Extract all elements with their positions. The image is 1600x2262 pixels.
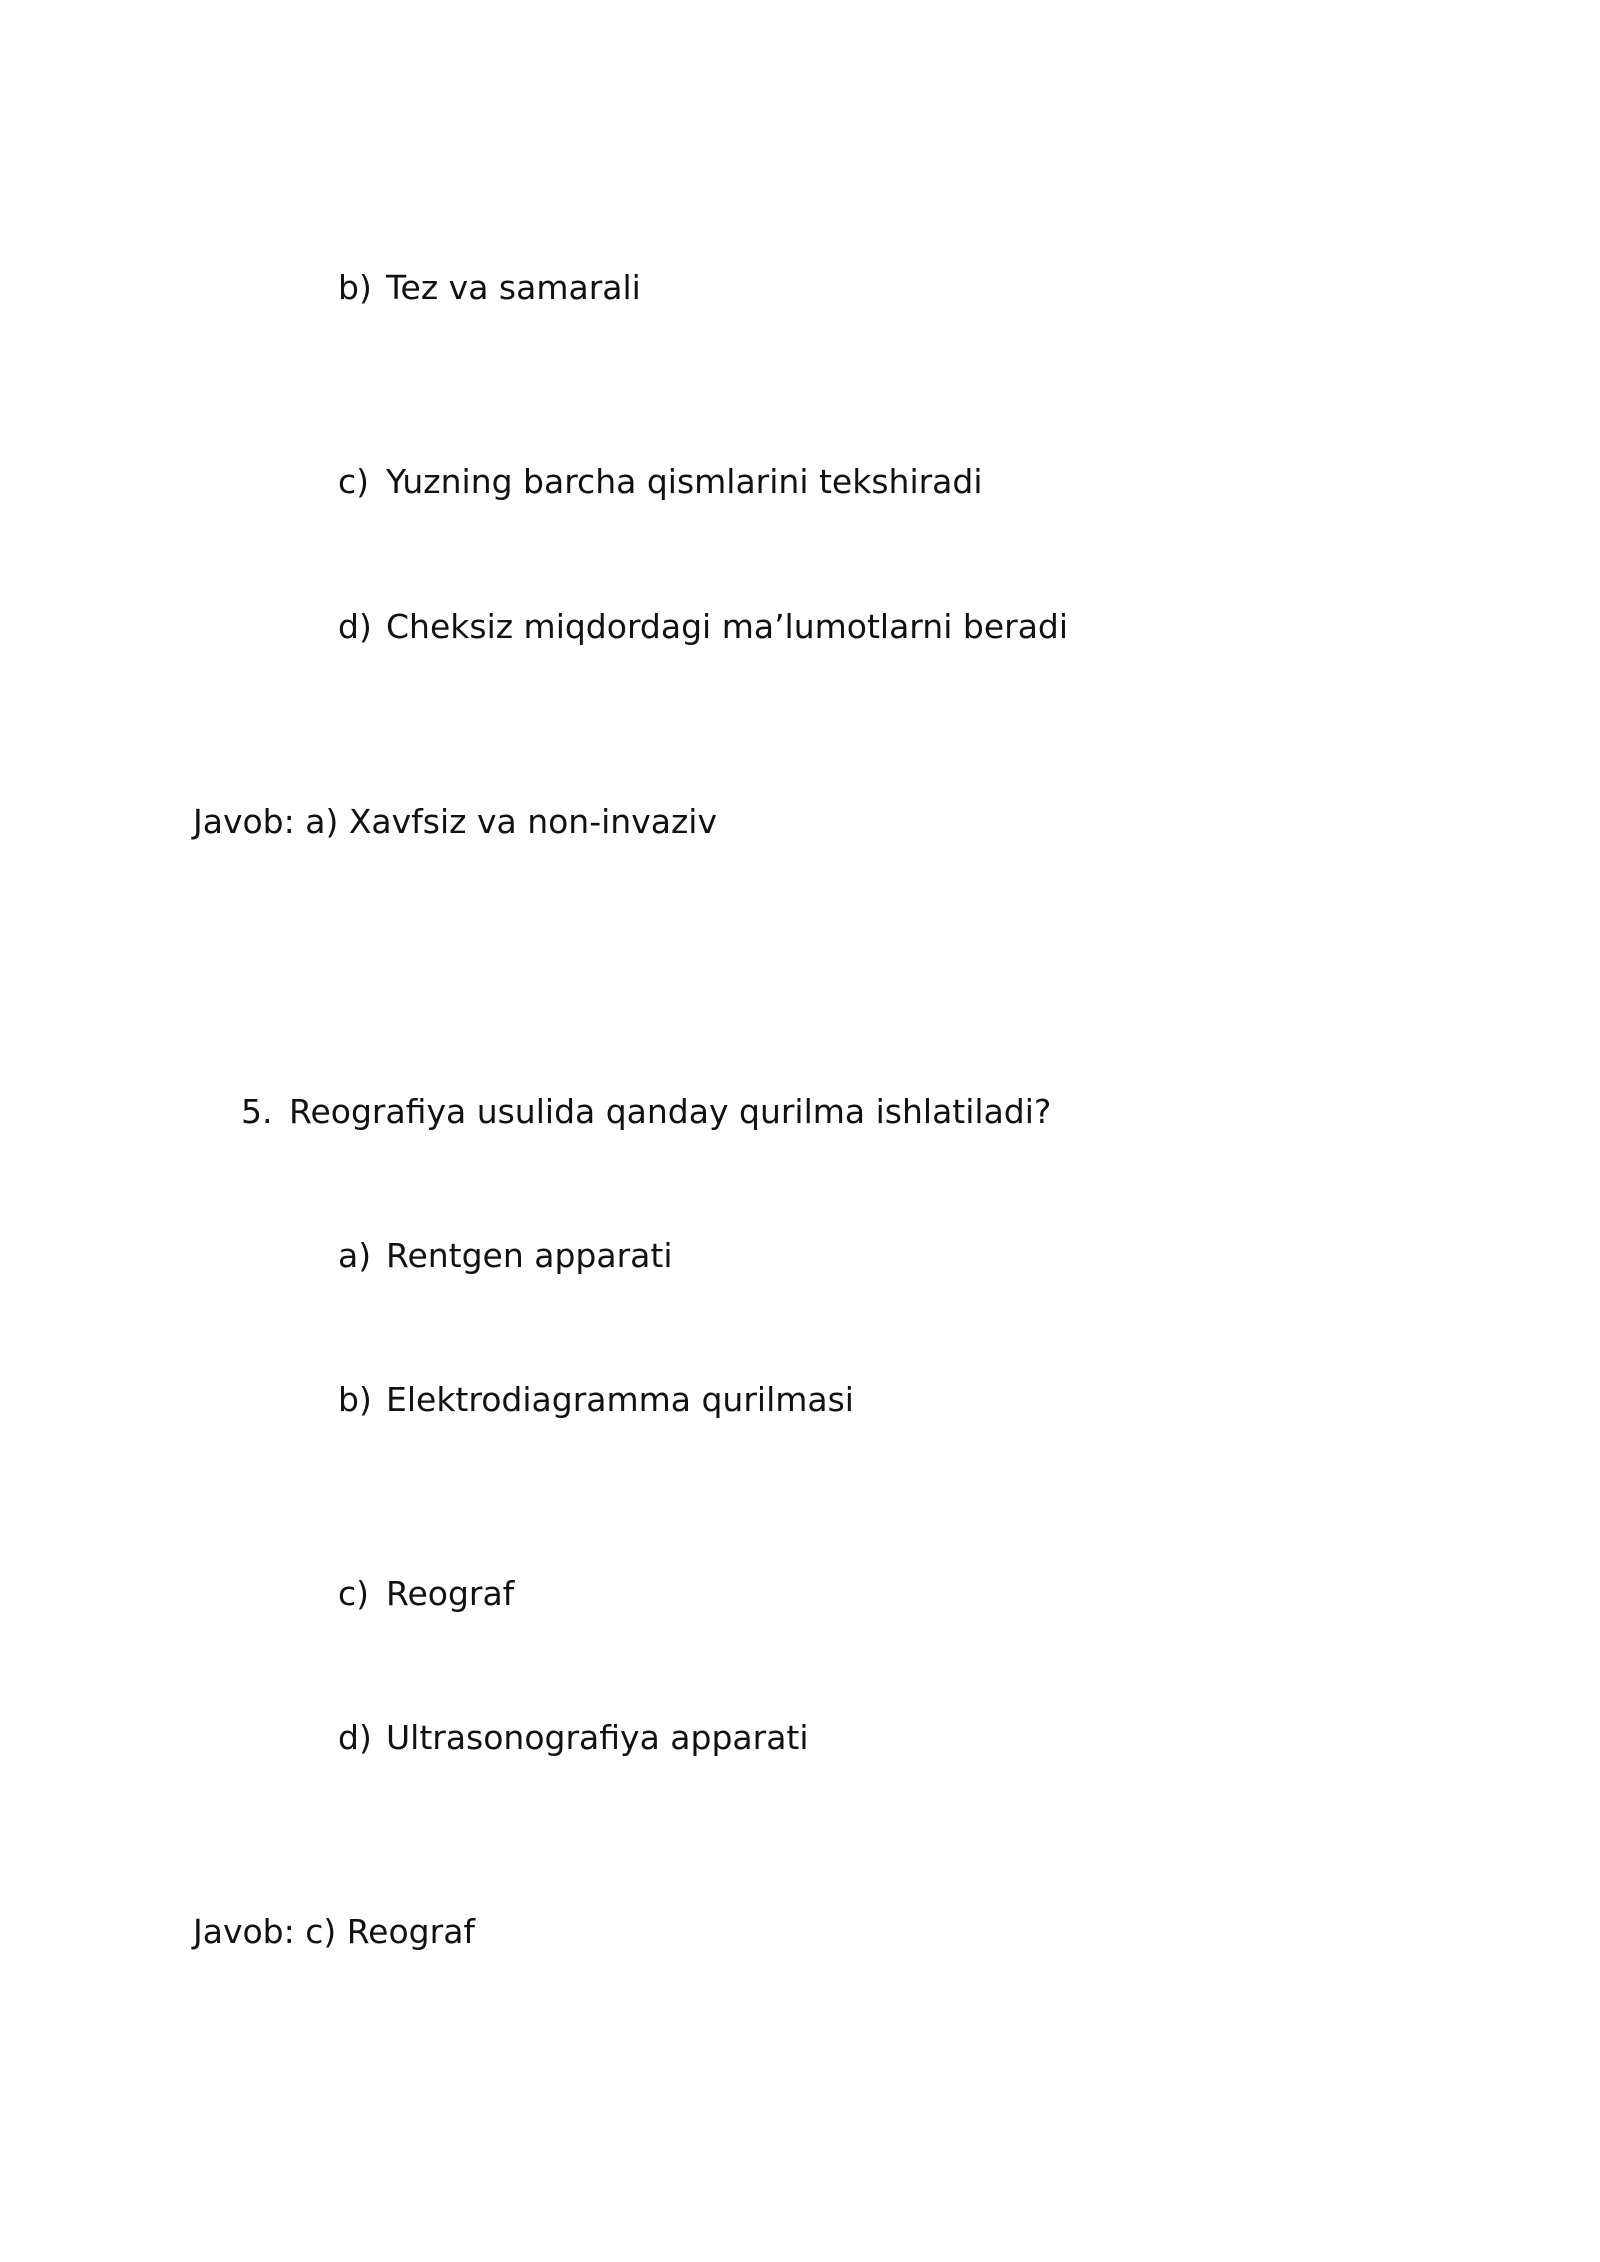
option-letter: d) <box>338 607 372 646</box>
option-text: Tez va samarali <box>386 268 641 307</box>
option-text: Ultrasonografiya apparati <box>386 1718 809 1757</box>
option-text: Rentgen apparati <box>386 1236 673 1275</box>
option-text: Elektrodiagramma qurilmasi <box>386 1380 854 1419</box>
option-letter: c) <box>338 1574 370 1613</box>
option-letter: b) <box>338 268 372 307</box>
option-letter: d) <box>338 1718 372 1757</box>
option-text: Reograf <box>386 1574 515 1613</box>
answer-q4: Javob: a) Xavfsiz va non-invaziv <box>193 802 717 841</box>
question-text: Reografiya usulida qanday qurilma ishlatiladi? <box>289 1092 1052 1131</box>
option-b-q4 <box>338 268 641 308</box>
option-c-q5 <box>338 1574 514 1614</box>
option-letter: c) <box>338 462 370 501</box>
option-letter: a) <box>338 1236 372 1275</box>
option-letter: b) <box>338 1380 372 1419</box>
question-number: 5. <box>241 1092 273 1131</box>
question-5 <box>241 1092 1051 1132</box>
option-d-q5 <box>338 1718 809 1758</box>
option-a-q5 <box>338 1236 673 1276</box>
option-d-q4 <box>338 607 1068 647</box>
option-b-q5 <box>338 1380 854 1420</box>
answer-q5: Javob: c) Reograf <box>193 1912 476 1951</box>
option-text: Yuzning barcha qismlarini tekshiradi <box>386 462 983 501</box>
option-c-q4 <box>338 462 983 502</box>
option-text: Cheksiz miqdordagi ma’lumotlarni beradi <box>386 607 1069 646</box>
